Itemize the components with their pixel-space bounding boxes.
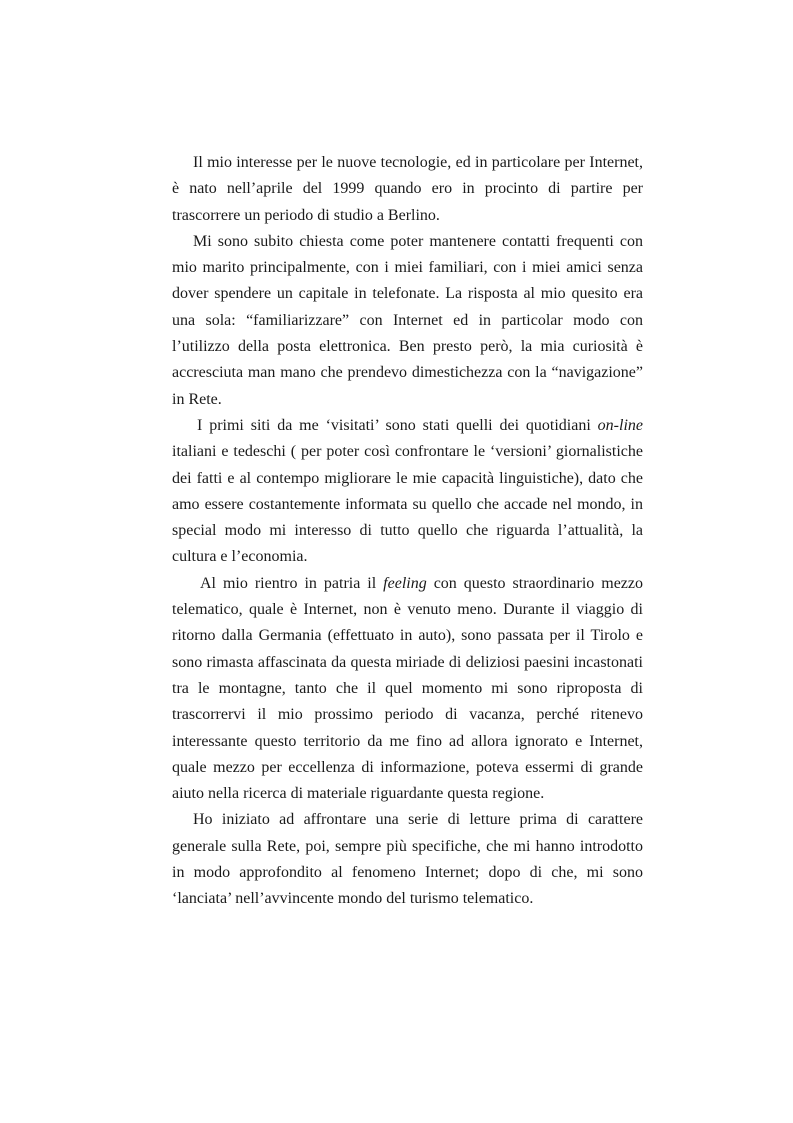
paragraph-3-start: I primi siti da me ‘visitati’ sono stati quelli dei quotidiani [197, 416, 598, 434]
paragraph-2: Mi sono subito chiesta come poter mantenere contatti frequenti con mio marito principalmente, con i miei familiari, con i miei amici senza dover spendere un capitale in telefonate. La risposta al mio quesito era una sola: “familiarizzare” con Internet ed in particolar modo con l’utilizzo della posta elettronica. Ben presto però, la mia curiosità è accresciuta man mano che prendevo dimestichezza con la “navigazione” in Rete. [172, 232, 643, 408]
paragraph-5: Ho iniziato ad affrontare una serie di letture prima di carattere generale sulla Rete, poi, sempre più specifiche, che mi hanno introdotto in modo approfondito al fenomeno Internet; dopo di che, mi sono ‘lanciata’ nell’avvincente mondo del turismo telematico. [172, 811, 643, 908]
paragraph-3-italic: on-line [597, 416, 643, 434]
paragraph-4 [172, 571, 643, 808]
paragraph-3-end: italiani e tedeschi ( per poter così confrontare le ‘versioni’ giornalistiche dei fatti e al contempo migliorare le mie capacità linguistiche), dato che amo essere costantemente informata su quello che accade nel mondo, in special modo mi interesso di tutto quello che riguarda l’attualità, la cultura e l’economia. [172, 443, 643, 566]
body-text [172, 150, 643, 913]
paragraph-3 [172, 413, 643, 571]
paragraph-1: Il mio interesse per le nuove tecnologie, ed in particolare per Internet, è nato nell’aprile del 1999 quando ero in procinto di partire per trascorrere un periodo di studio a Berlino. [172, 154, 643, 224]
paragraph-4-italic: feeling [383, 574, 427, 592]
paragraph-4-start: Al mio rientro in patria il [200, 574, 384, 592]
paragraph-4-end: con questo straordinario mezzo telematico, quale è Internet, non è venuto meno. Durante il viaggio di ritorno dalla Germania (effettuato in auto), sono passata per il Tirolo e sono rimasta affascinata da questa miriade di deliziosi paesini incastonati tra le montagne, tanto che il quel momento mi sono riproposta di trascorrervi il mio prossimo periodo di vacanza, perché ritenevo interessante questo territorio da me fino ad allora ignorato e Internet, quale mezzo per eccellenza di informazione, poteva essermi di grande aiuto nella ricerca di materiale riguardante questa regione. [172, 574, 644, 803]
